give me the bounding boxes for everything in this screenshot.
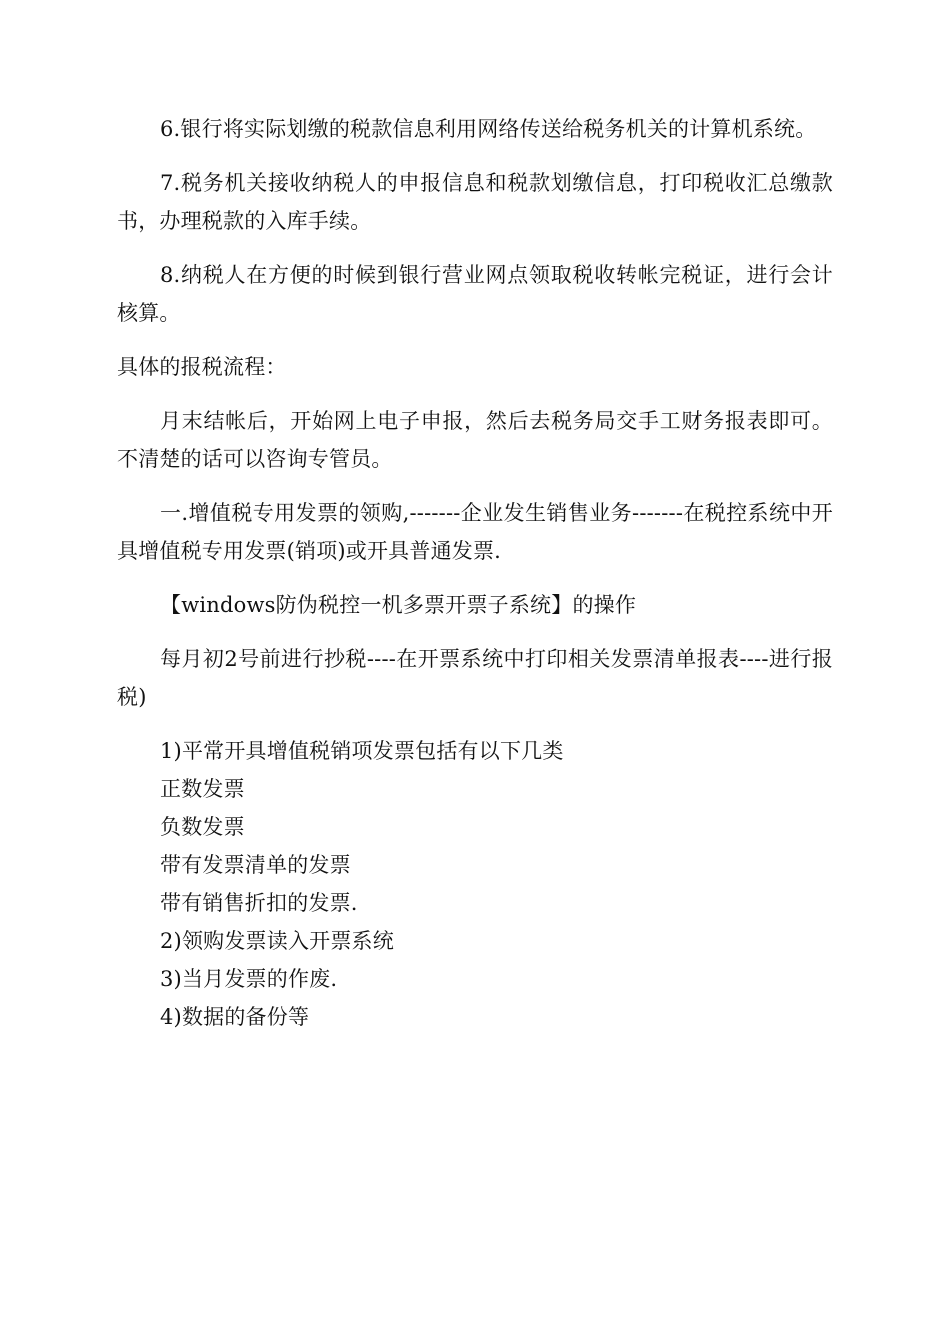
list-item: 正数发票	[160, 777, 245, 801]
paragraph-windows-subsystem: 【windows防伪税控一机多票开票子系统】的操作	[160, 593, 637, 617]
list-item: 2)领购发票读入开票系统	[160, 929, 394, 953]
paragraph-monthly-copy-tax: 每月初2号前进行抄税----在开票系统中打印相关发票清单报表----进行报税)	[117, 647, 833, 709]
paragraph-taxpayer-certificate: 8.纳税人在方便的时候到银行营业网点领取税收转帐完税证，进行会计核算。	[117, 263, 833, 325]
list-item: 1)平常开具增值税销项发票包括有以下几类	[160, 739, 564, 763]
paragraph-tax-office-processing: 7.税务机关接收纳税人的申报信息和税款划缴信息，打印税收汇总缴款书，办理税款的入库手续。	[117, 171, 833, 233]
section-heading-tax-process: 具体的报税流程：	[117, 355, 287, 379]
list-item: 带有销售折扣的发票.	[160, 891, 358, 915]
list-item: 带有发票清单的发票	[160, 853, 351, 877]
document-body	[117, 110, 833, 1036]
list-item: 3)当月发票的作废.	[160, 967, 338, 991]
paragraph-month-end: 月末结帐后，开始网上电子申报，然后去税务局交手工财务报表即可。不清楚的话可以咨询专管员。	[117, 409, 833, 471]
list-item: 4)数据的备份等	[160, 1005, 310, 1029]
paragraph-bank-transfer-info: 6.银行将实际划缴的税款信息利用网络传送给税务机关的计算机系统。	[160, 117, 817, 141]
paragraph-vat-invoice-purchase: 一.增值税专用发票的领购,-------企业发生销售业务-------在税控系统中开具增值税专用发票(销项)或开具普通发票.	[117, 501, 833, 563]
list-item: 负数发票	[160, 815, 245, 839]
